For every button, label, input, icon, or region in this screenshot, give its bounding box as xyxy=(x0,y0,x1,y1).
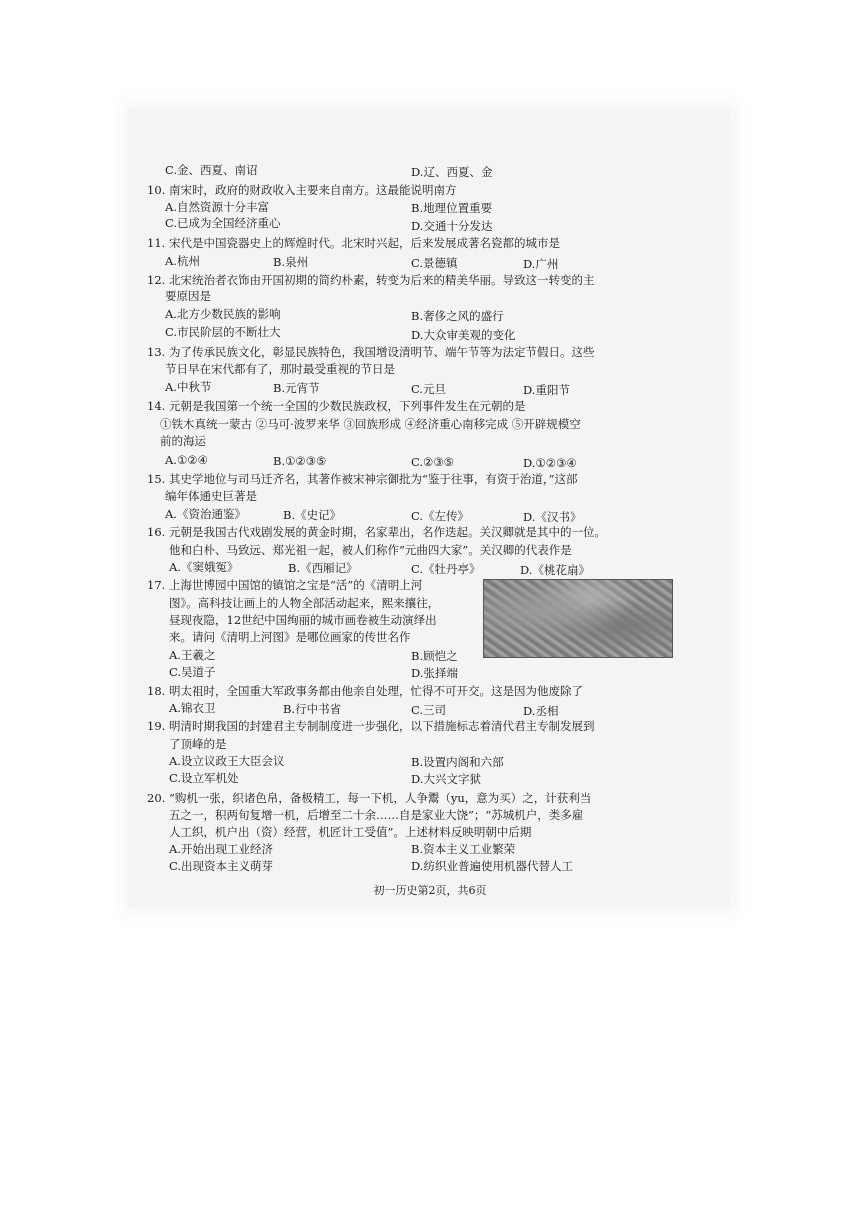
question-16-cont: 他和白朴、马致远、郑光祖一起，被人们称作“元曲四大家”。关汉卿的代表作是 xyxy=(169,543,572,557)
question-17-cont-2: 昼现夜隐，12世纪中国绚丽的城市画卷被生动演绎出 xyxy=(169,613,437,627)
option-b: B.《史记》 xyxy=(283,508,342,522)
option-a: A.《资治通鉴》 xyxy=(165,507,246,521)
question-18: 18. 明太祖时，全国重大军政事务都由他亲自处理，忙得不可开交。这是因为他废除了 xyxy=(147,684,583,698)
option-c: C.景德镇 xyxy=(411,256,458,270)
option-d: D.交通十分发达 xyxy=(411,219,493,233)
question-20: 20. “购机一张，织诸色帛，备极精工，每一下机，人争鬻（yu，意为买）之，计获利当 xyxy=(147,791,592,805)
option-c: C.《左传》 xyxy=(411,509,470,523)
question-14: 14. 元朝是我国第一个统一全国的少数民族政权，下列事件发生在元朝的是 xyxy=(147,399,526,413)
option-a: A.北方少数民族的影响 xyxy=(165,307,281,321)
option-c: C.金、西夏、南诏 xyxy=(165,163,258,177)
option-a: A.锦衣卫 xyxy=(169,701,216,715)
option-d: D.丞相 xyxy=(523,704,559,718)
option-b: B.①②③⑤ xyxy=(273,454,327,468)
option-b: B.元宵节 xyxy=(273,381,320,395)
option-d: D.广州 xyxy=(523,257,559,271)
question-12-cont: 要原因是 xyxy=(165,289,211,303)
option-c: C.已成为全国经济重心 xyxy=(165,216,281,230)
option-b: B.地理位置重要 xyxy=(411,201,493,215)
question-17: 17. 上海世博园中国馆的镇馆之宝是“活”的《清明上河 xyxy=(147,578,423,592)
question-14-items: ①铁木真统一蒙古 ②马可·波罗来华 ③回族形成 ④经济重心南移完成 ⑤开辟规模空 xyxy=(160,417,581,431)
question-13-cont: 节日早在宋代都有了，那时最受重视的节日是 xyxy=(165,362,395,376)
question-15: 15. 其史学地位与司马迁齐名，其著作被宋神宗御批为“鉴于往事，有资于治道，”这部 xyxy=(147,472,578,486)
option-c: C.出现资本主义萌芽 xyxy=(169,859,274,873)
option-b: B.行中书省 xyxy=(283,702,342,716)
question-11: 11. 宋代是中国瓷器史上的辉煌时代。北宋时兴起，后来发展成著名瓷都的城市是 xyxy=(147,236,560,250)
option-d: D.张择端 xyxy=(411,666,458,680)
option-c: C.三司 xyxy=(411,703,447,717)
option-c: C.吴道子 xyxy=(169,665,216,679)
option-a: A.①②④ xyxy=(165,453,208,467)
option-b: B.《西厢记》 xyxy=(288,561,358,575)
option-b: B.泉州 xyxy=(273,255,309,269)
question-13: 13. 为了传承民族文化，彰显民族特色，我国增设清明节、端午节等为法定节假日。这些 xyxy=(147,345,595,359)
page-footer: 初一历史第2页，共6页 xyxy=(373,884,487,897)
option-c: C.《牡丹亭》 xyxy=(411,562,481,576)
option-d: D.重阳节 xyxy=(523,383,570,397)
question-14-items-cont: 前的海运 xyxy=(160,434,206,448)
option-c: C.②③⑤ xyxy=(411,455,454,469)
option-d: D.纺织业普遍使用机器代替人工 xyxy=(411,859,573,873)
option-d: D.大兴文字狱 xyxy=(411,772,481,786)
option-d: D.《桃花扇》 xyxy=(520,563,590,577)
question-12: 12. 北宋统治者衣饰由开国初期的简约朴素，转变为后来的精美华丽。导致这一转变的主 xyxy=(147,273,595,287)
question-20-cont-2: 人工织，机户出（资）经营，机匠计工受值”。上述材料反映明朝中后期 xyxy=(169,825,532,839)
option-c: C.市民阶层的不断壮大 xyxy=(165,325,281,339)
option-d: D.《汉书》 xyxy=(523,510,582,524)
question-19-cont: 了顶峰的是 xyxy=(169,737,227,751)
option-c: C.设立军机处 xyxy=(169,771,239,785)
option-d: D.辽、西夏、金 xyxy=(411,165,493,179)
option-a: A.《窦娥冤》 xyxy=(169,560,239,574)
option-a: A.自然资源十分丰富 xyxy=(165,200,269,214)
option-a: A.开始出现工业经济 xyxy=(169,842,273,856)
question-19: 19. 明清时期我国的封建君主专制制度进一步强化，以下措施标志着清代君主专制发展到 xyxy=(147,719,595,733)
question-20-cont-1: 五之一，积两旬复增一机，后增至二十余……自是家业大饶”；“苏城机户，类多雇 xyxy=(169,808,584,822)
option-a: A.杭州 xyxy=(165,254,200,268)
option-a: A.设立议政王大臣会议 xyxy=(169,754,285,768)
option-a: A.中秋节 xyxy=(165,380,212,394)
question-17-cont-3: 来。请问《清明上河图》是哪位画家的传世名作 xyxy=(169,630,411,644)
option-b: B.设置内阁和六部 xyxy=(411,755,504,769)
option-b: B.奢侈之风的盛行 xyxy=(411,309,504,323)
question-16: 16. 元朝是我国古代戏剧发展的黄金时期，名家辈出，名作迭起。关汉卿就是其中的一位。 xyxy=(147,525,606,539)
question-15-cont: 编年体通史巨著是 xyxy=(165,489,257,503)
option-c: C.元旦 xyxy=(411,382,447,396)
option-d: D.①②③④ xyxy=(523,456,577,470)
option-a: A.王羲之 xyxy=(169,648,216,662)
option-d: D.大众审美观的变化 xyxy=(411,328,516,342)
option-b: B.资本主义工业繁荣 xyxy=(411,842,516,856)
qingming-painting-image xyxy=(483,579,673,658)
question-10: 10. 南宋时，政府的财政收入主要来自南方。这最能说明南方 xyxy=(147,183,457,197)
question-17-cont-1: 图》。高科技让画上的人物全部活动起来，熙来攘往， xyxy=(169,596,440,610)
option-b: B.顾恺之 xyxy=(411,649,458,663)
